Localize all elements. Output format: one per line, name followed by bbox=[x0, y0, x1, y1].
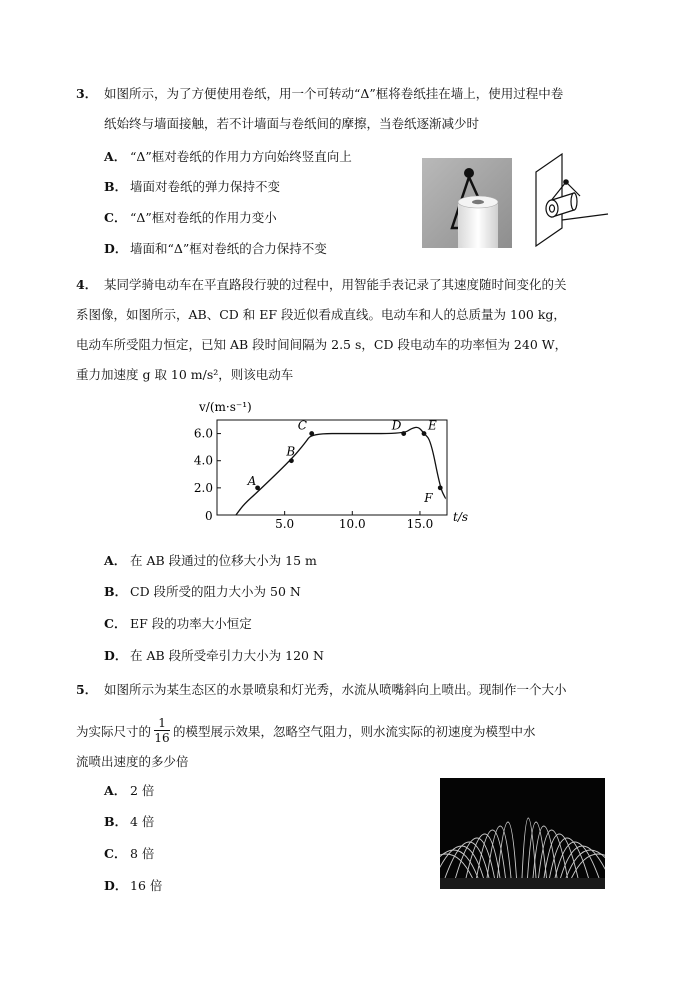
option-label: D． bbox=[104, 648, 128, 663]
option-label: A． bbox=[104, 149, 127, 164]
q5-stem-line2 bbox=[76, 716, 536, 745]
fraction-numerator: 1 bbox=[158, 716, 166, 730]
q3-option-d bbox=[104, 239, 327, 257]
q3-stem-line2: 纸始终与墙面接触，若不计墙面与卷纸间的摩擦，当卷纸逐渐减少时 bbox=[104, 116, 480, 131]
origin-label: 0 bbox=[205, 509, 213, 523]
q3-number: 3． bbox=[76, 86, 98, 101]
q4-stem-line4: 重力加速度 g 取 10 m/s²，则该电动车 bbox=[76, 367, 294, 382]
point-d bbox=[401, 431, 406, 436]
option-text: “Δ”框对卷纸的作用力方向始终竖直向上 bbox=[130, 149, 352, 164]
toilet-paper-photo bbox=[422, 158, 512, 248]
fraction-denominator: 16 bbox=[154, 731, 170, 745]
option-text: 16 倍 bbox=[130, 878, 163, 893]
q5-stem-line1: 如图所示为某生态区的水景喷泉和灯光秀，水流从喷嘴斜向上喷出。现制作一个大小 bbox=[104, 682, 567, 697]
option-text: 4 倍 bbox=[130, 814, 155, 829]
q3-option-c bbox=[104, 208, 277, 226]
y-tick-label: 6.0 bbox=[193, 426, 213, 441]
q3-option-b bbox=[104, 177, 280, 195]
q4-stem-line3: 电动车所受阻力恒定，已知 AB 段时间间隔为 2.5 s，CD 段电动车的功率恒为 240 W， bbox=[76, 337, 568, 352]
q5-line2-end: 的模型展示效果，忽略空气阻力，则水流实际的初速度为模型中水 bbox=[173, 723, 536, 739]
option-label: B． bbox=[104, 814, 128, 829]
option-text: 在 AB 段所受牵引力大小为 120 N bbox=[130, 648, 324, 663]
q3-stem-line1: 如图所示，为了方便使用卷纸，用一个可转动“Δ”框将卷纸挂在墙上，使用过程中卷 bbox=[104, 86, 564, 101]
q5-option-b bbox=[104, 812, 154, 830]
q5-option-c bbox=[104, 844, 154, 862]
q5-number: 5． bbox=[76, 682, 98, 697]
y-axis-label: v/(m·s⁻¹) bbox=[199, 400, 252, 414]
holder-diagram bbox=[528, 150, 614, 250]
option-text: CD 段所受的阻力大小为 50 N bbox=[130, 584, 301, 599]
option-text: EF 段的功率大小恒定 bbox=[130, 616, 252, 631]
option-label: C． bbox=[104, 846, 127, 861]
y-tick-label: 2.0 bbox=[193, 480, 213, 495]
q5-option-d bbox=[104, 876, 162, 894]
q4-number: 4． bbox=[76, 277, 98, 292]
q3-option-a bbox=[104, 147, 352, 165]
point-f bbox=[438, 485, 443, 490]
chart-frame bbox=[217, 420, 447, 515]
point-e bbox=[422, 431, 427, 436]
point-label-f: F bbox=[424, 490, 433, 505]
q5-option-a bbox=[104, 781, 154, 799]
fraction bbox=[154, 716, 170, 745]
option-text: 在 AB 段通过的位移大小为 15 m bbox=[130, 553, 317, 568]
option-text: 8 倍 bbox=[130, 846, 155, 861]
option-label: B． bbox=[104, 584, 128, 599]
y-tick-label: 4.0 bbox=[193, 453, 213, 468]
q4-option-a bbox=[104, 551, 317, 569]
point-b bbox=[289, 458, 294, 463]
q4-option-b bbox=[104, 582, 301, 600]
point-c bbox=[309, 431, 314, 436]
option-label: A． bbox=[104, 783, 127, 798]
option-text: 墙面和“Δ”框对卷纸的合力保持不变 bbox=[130, 241, 327, 256]
option-label: A． bbox=[104, 553, 127, 568]
option-label: D． bbox=[104, 241, 128, 256]
x-tick-label: 10.0 bbox=[338, 517, 366, 531]
option-label: C． bbox=[104, 616, 127, 631]
q5-line2-start: 为实际尺寸的 bbox=[76, 723, 152, 739]
q4-stem-line2: 系图像，如图所示，AB、CD 和 EF 段近似看成直线。电动车和人的总质量为 100 kg， bbox=[76, 307, 566, 322]
point-label-b: B bbox=[286, 444, 296, 459]
x-axis-label: t/s bbox=[453, 510, 469, 524]
q4-option-d bbox=[104, 646, 324, 664]
fountain-photo bbox=[440, 778, 605, 889]
option-text: 2 倍 bbox=[130, 783, 155, 798]
option-label: B． bbox=[104, 179, 128, 194]
point-label-e: E bbox=[428, 418, 437, 433]
option-label: D． bbox=[104, 878, 128, 893]
option-label: C． bbox=[104, 210, 127, 225]
q4-option-c bbox=[104, 614, 252, 632]
plot-area-border bbox=[217, 420, 447, 515]
option-text: “Δ”框对卷纸的作用力变小 bbox=[130, 210, 277, 225]
chart-points bbox=[247, 419, 443, 505]
x-tick-label: 5.0 bbox=[275, 517, 295, 531]
x-tick-label: 15.0 bbox=[406, 517, 434, 531]
point-label-c: C bbox=[297, 418, 307, 433]
point-label-a: A bbox=[247, 473, 257, 488]
velocity-time-chart bbox=[185, 393, 485, 543]
option-text: 墙面对卷纸的弹力保持不变 bbox=[130, 179, 281, 194]
point-label-d: D bbox=[391, 418, 402, 433]
velocity-curve bbox=[236, 427, 446, 515]
q5-stem-line3: 流喷出速度的多少倍 bbox=[76, 754, 189, 769]
chart-curve bbox=[236, 427, 446, 515]
q4-stem-line1: 某同学骑电动车在平直路段行驶的过程中，用智能手表记录了其速度随时间变化的关 bbox=[104, 277, 567, 292]
